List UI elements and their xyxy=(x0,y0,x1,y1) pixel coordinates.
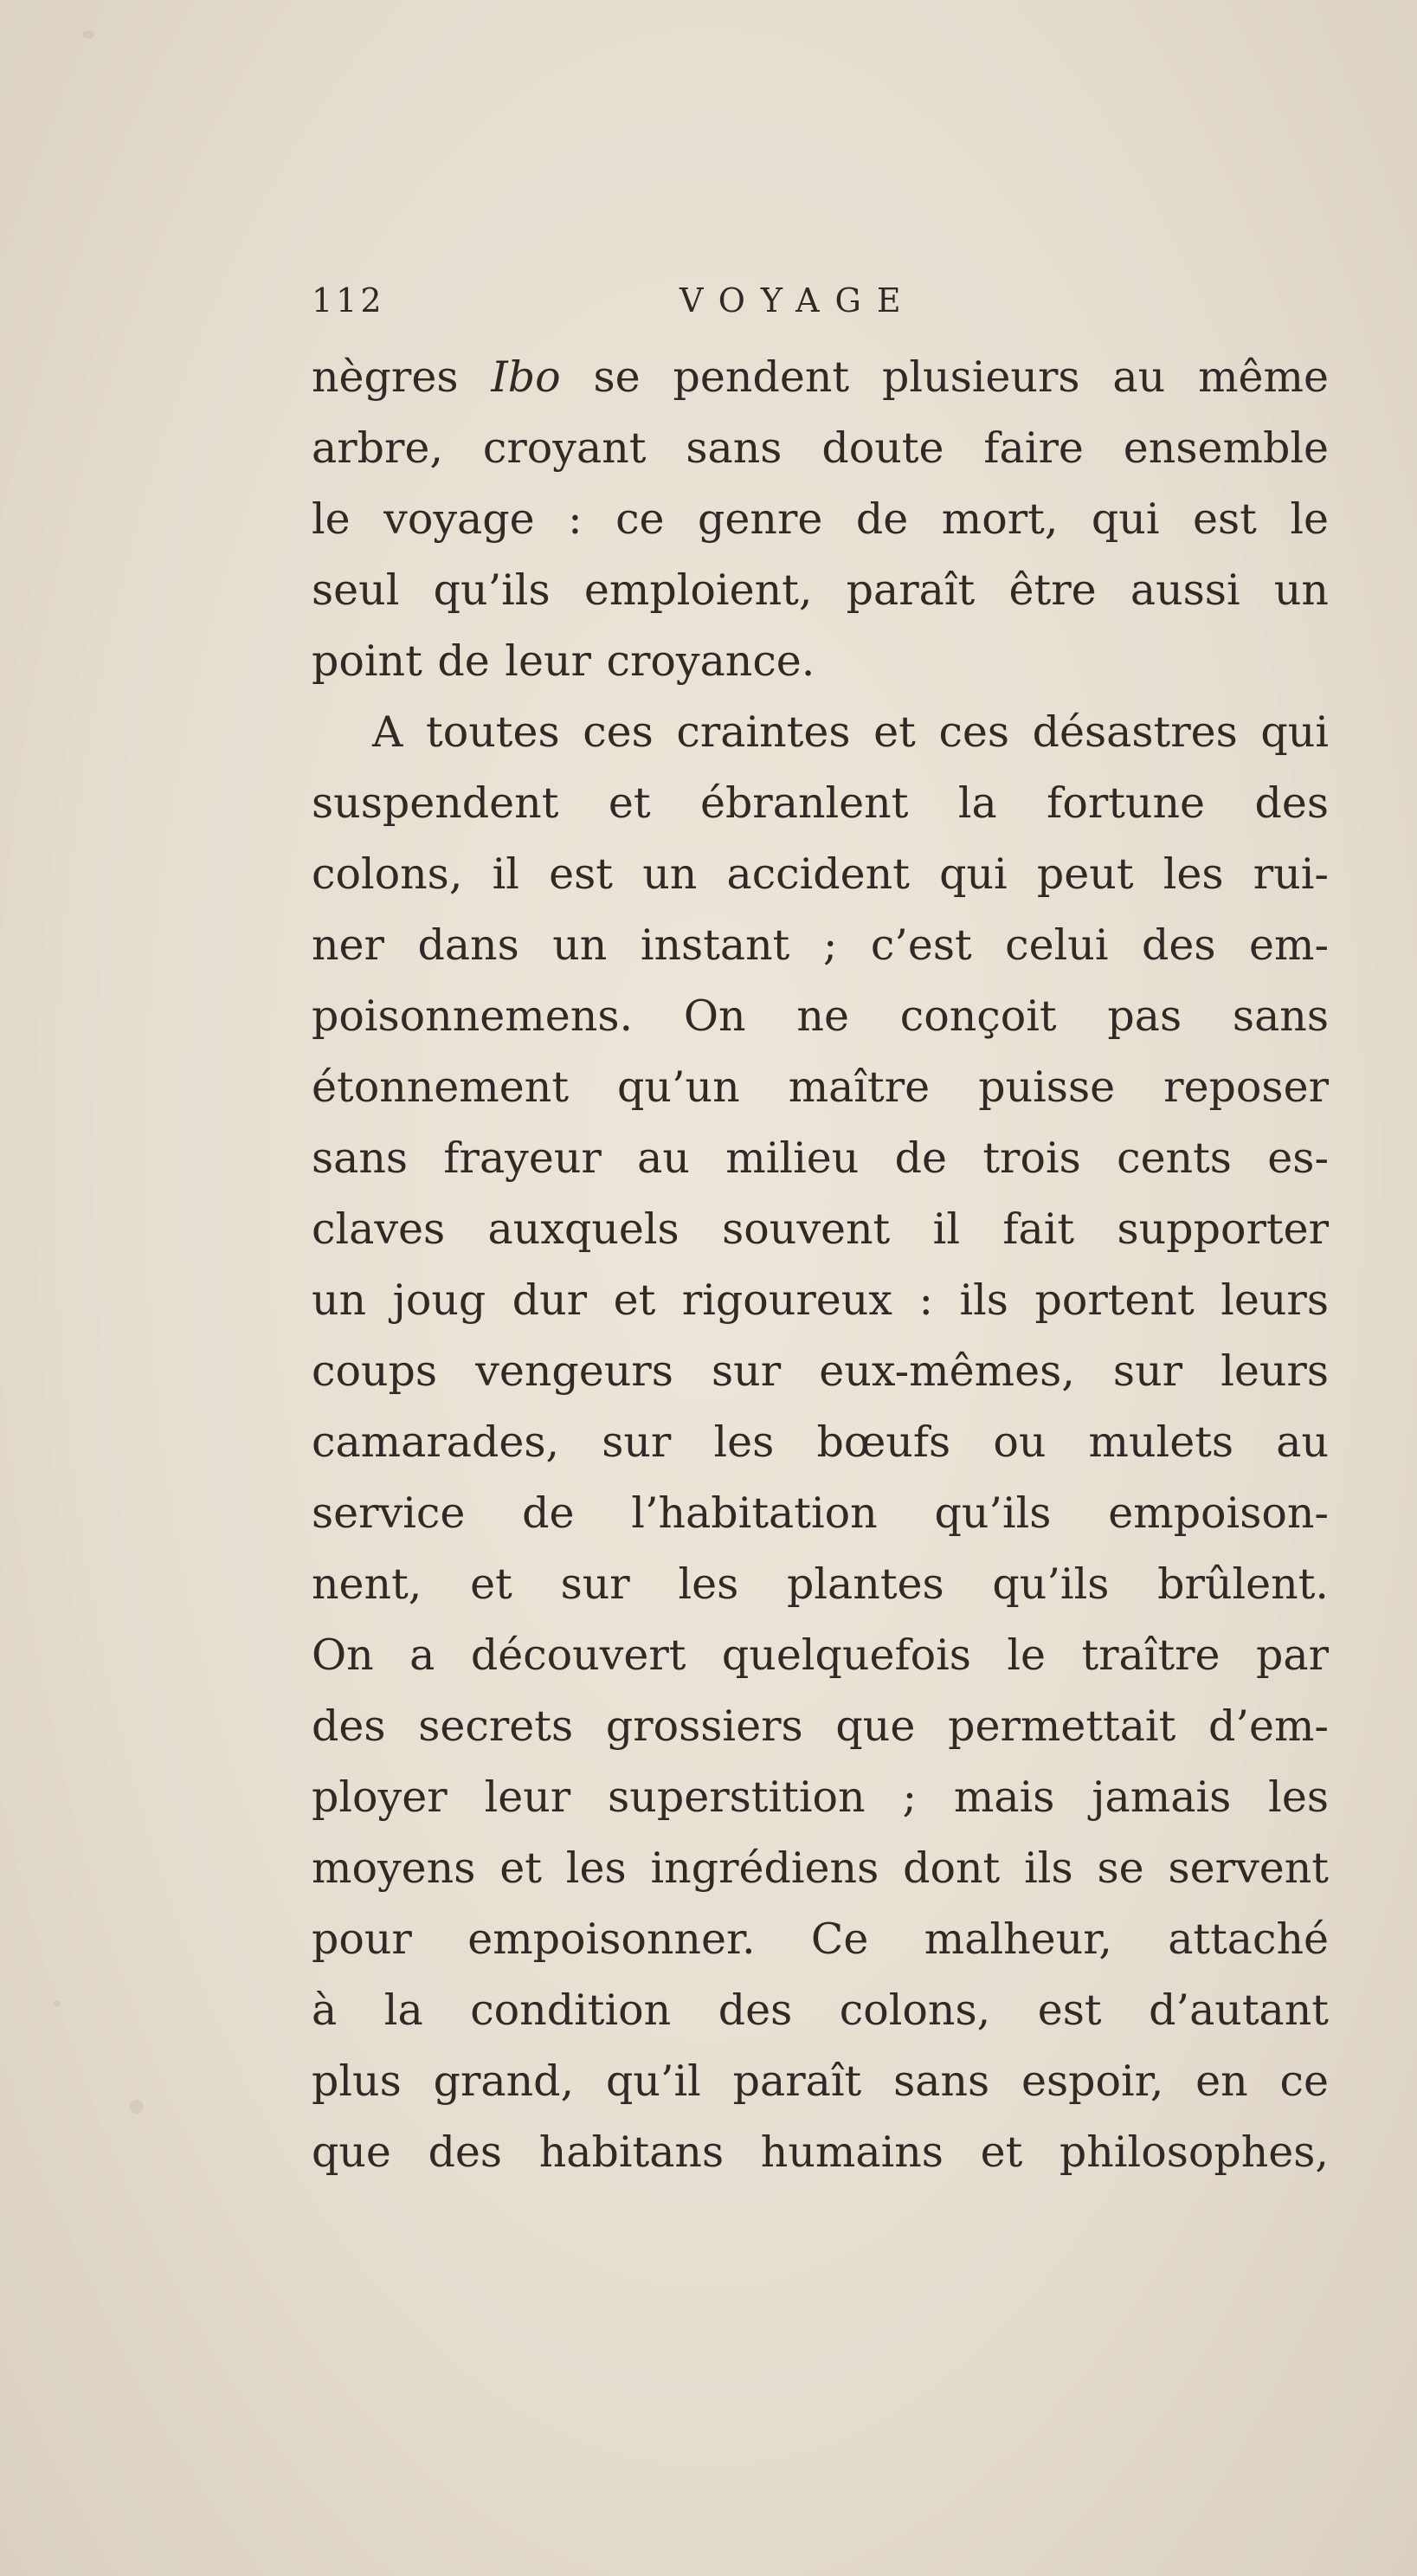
text-line: plus grand, qu’il paraît sans espoir, en ce xyxy=(312,2056,1329,2106)
text-line: ployer leur superstition ; mais jamais les xyxy=(312,1772,1329,1822)
text-line: seul qu’ils emploient, paraît être aussi un xyxy=(312,565,1329,615)
paragraph-end-line: point de leur croyance. xyxy=(312,636,815,686)
paper-stain xyxy=(54,2000,61,2007)
text-segment: nègres xyxy=(312,352,492,402)
text-line: suspendent et ébranlent la fortune des xyxy=(312,778,1329,828)
text-line: On a découvert quelquefois le traître par xyxy=(312,1630,1329,1680)
page-number: 112 xyxy=(312,281,385,320)
text-line: étonnement qu’un maître puisse reposer xyxy=(312,1062,1329,1112)
text-line: un joug dur et rigoureux : ils portent leurs xyxy=(312,1275,1329,1325)
paragraph-start-line: A toutes ces craintes et ces désastres qui xyxy=(372,707,1329,757)
body-text xyxy=(312,342,1329,2188)
paper-stain xyxy=(130,2100,144,2114)
text-line: camarades, sur les bœufs ou mulets au xyxy=(312,1417,1329,1467)
text-line: à la condition des colons, est d’autant xyxy=(312,1985,1329,2035)
text-line: coups vengeurs sur eux-mêmes, sur leurs xyxy=(312,1346,1329,1396)
text-line: que des habitans humains et philosophes, xyxy=(312,2127,1329,2177)
italic-term: Ibo xyxy=(491,352,561,402)
text-line: sans frayeur au milieu de trois cents es- xyxy=(312,1133,1329,1183)
text-line: moyens et les ingrédiens dont ils se servent xyxy=(312,1843,1329,1893)
text-line: le voyage : ce genre de mort, qui est le xyxy=(312,494,1329,544)
text-line xyxy=(312,342,1329,413)
paper-stain xyxy=(82,30,94,39)
text-line: arbre, croyant sans doute faire ensemble xyxy=(312,423,1329,473)
text-line: claves auxquels souvent il fait supporter xyxy=(312,1204,1329,1254)
text-line: pour empoisonner. Ce malheur, attaché xyxy=(312,1914,1329,1964)
running-header xyxy=(312,281,969,325)
text-line: poisonnemens. On ne conçoit pas sans xyxy=(312,991,1329,1041)
text-line: des secrets grossiers que permettait d’em- xyxy=(312,1701,1329,1751)
running-title: VOYAGE xyxy=(680,281,917,320)
text-line: nent, et sur les plantes qu’ils brûlent. xyxy=(312,1559,1329,1609)
text-line: colons, il est un accident qui peut les rui- xyxy=(312,849,1329,899)
text-line: ner dans un instant ; c’est celui des em- xyxy=(312,920,1329,970)
text-line: service de l’habitation qu’ils empoison- xyxy=(312,1488,1329,1538)
text-segment: se pendent plusieurs au même xyxy=(560,352,1329,402)
